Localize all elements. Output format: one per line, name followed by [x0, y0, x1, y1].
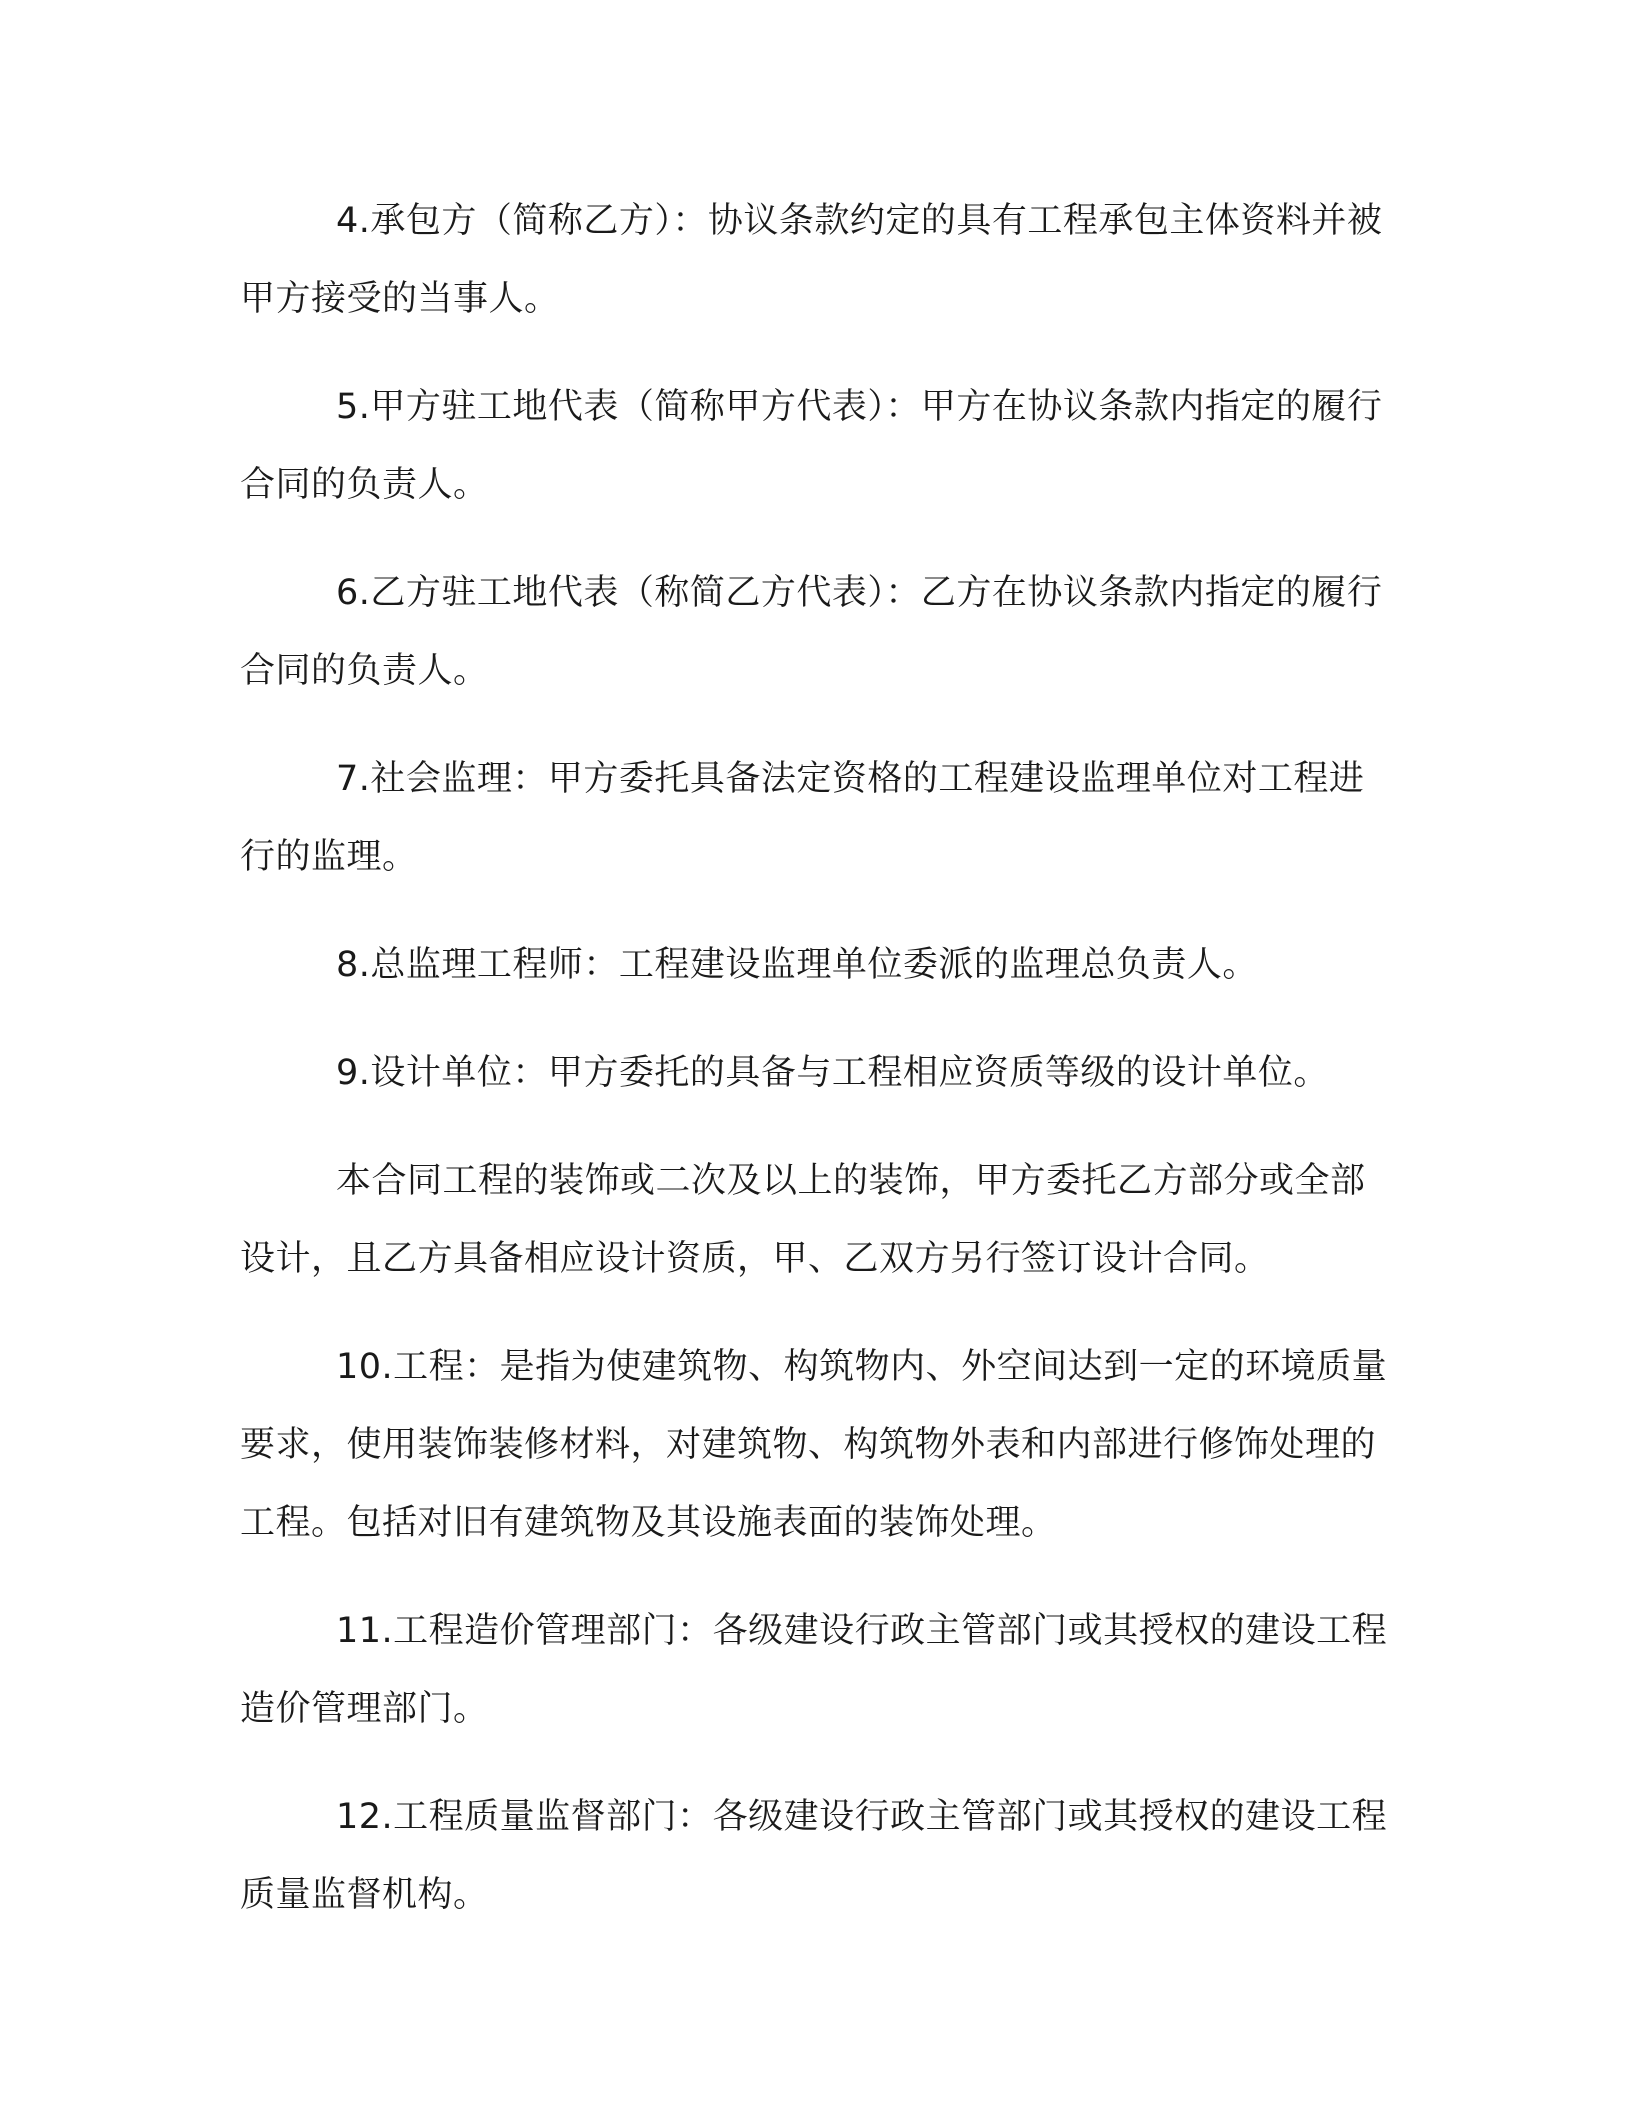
- paragraph-quality-supervision: 12.工程质量监督部门：各级建设行政主管部门或其授权的建设工程质量监督机构。: [240, 1797, 1388, 1915]
- paragraph-supervision: 7.社会监理：甲方委托具备法定资格的工程建设监理单位对工程进行的监理。: [240, 759, 1365, 877]
- paragraph-project-definition: 10.工程：是指为使建筑物、构筑物内、外空间达到一定的环境质量要求，使用装饰装修材料，对建筑物、构筑物外表和内部进行修饰处理的工程。包括对旧有建筑物及其设施表面的装饰处理。: [240, 1347, 1388, 1543]
- paragraph-cost-management: 11.工程造价管理部门：各级建设行政主管部门或其授权的建设工程造价管理部门。: [240, 1611, 1388, 1729]
- paragraph-design-unit: 9.设计单位：甲方委托的具备与工程相应资质等级的设计单位。: [336, 1053, 1329, 1093]
- document-body: [240, 182, 1390, 1964]
- paragraph-owner-representative: 5.甲方驻工地代表（简称甲方代表）：甲方在协议条款内指定的履行合同的负责人。: [240, 387, 1383, 505]
- paragraph-design-contract: 本合同工程的装饰或二次及以上的装饰，甲方委托乙方部分或全部设计，且乙方具备相应设计资质，甲、乙双方另行签订设计合同。: [240, 1161, 1366, 1279]
- paragraph-contractor: 4.承包方（简称乙方）：协议条款约定的具有工程承包主体资料并被甲方接受的当事人。: [240, 201, 1383, 319]
- paragraph-chief-engineer: 8.总监理工程师：工程建设监理单位委派的监理总负责人。: [336, 945, 1258, 985]
- paragraph-contractor-representative: 6.乙方驻工地代表（称简乙方代表）：乙方在协议条款内指定的履行合同的负责人。: [240, 573, 1383, 691]
